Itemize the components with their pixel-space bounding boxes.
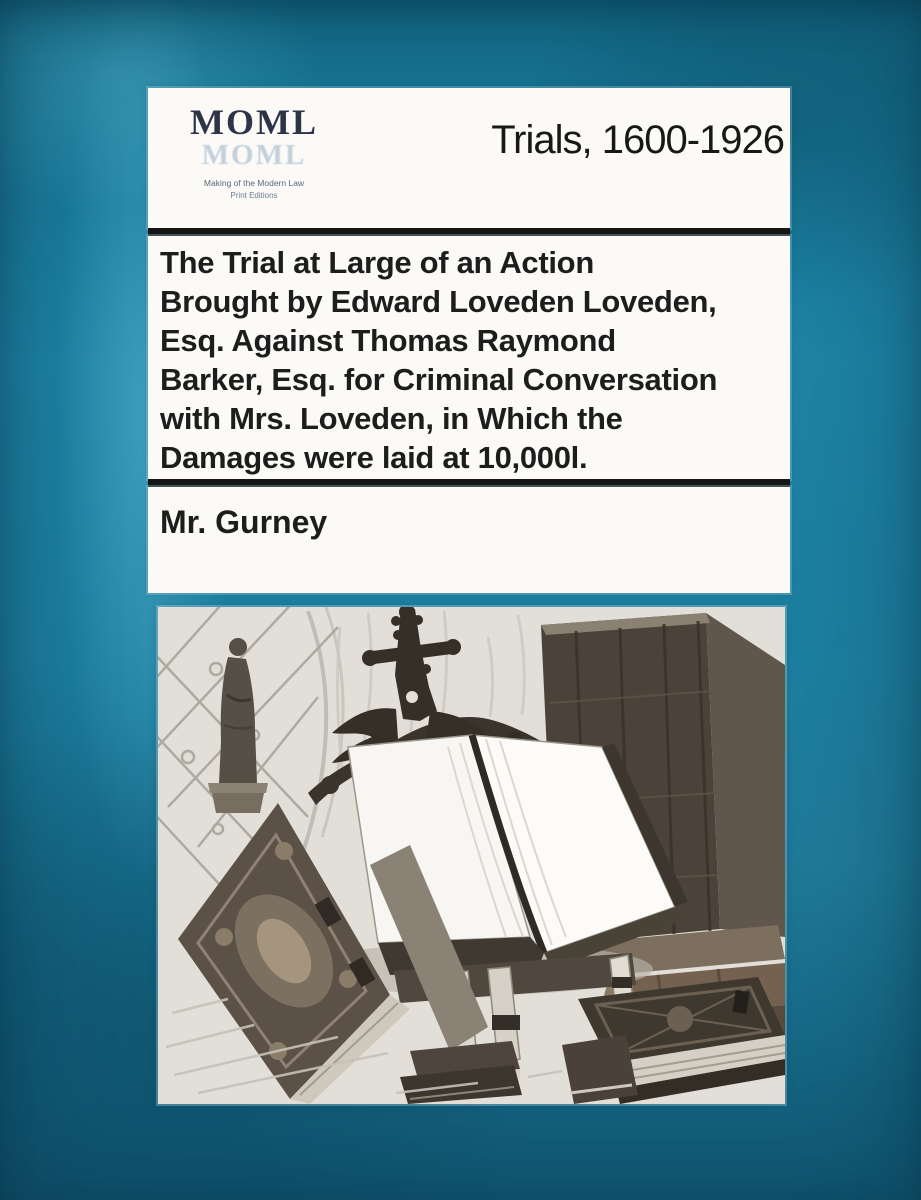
title-panel (148, 236, 790, 479)
series-title: Trials, 1600-1926 (491, 118, 784, 162)
moml-logo (174, 104, 334, 200)
book-title (148, 236, 790, 477)
divider-top (148, 228, 790, 236)
logo-acronym: MOML (190, 102, 318, 142)
header-panel (148, 88, 790, 228)
engraving-svg (158, 607, 785, 1104)
author-panel (148, 487, 790, 593)
divider-bottom (148, 479, 790, 487)
author-name: Mr. Gurney (160, 504, 328, 540)
title-line: Barker, Esq. for Criminal Conversation (160, 362, 718, 397)
title-line: Esq. Against Thomas Raymond (160, 323, 616, 358)
engraving-illustration (158, 607, 785, 1104)
title-line: Brought by Edward Loveden Loveden, (160, 284, 717, 319)
title-line: The Trial at Large of an Action (160, 245, 594, 280)
title-line: with Mrs. Loveden, in Which the (160, 401, 623, 436)
title-line: Damages were laid at 10,000l. (160, 440, 588, 475)
logo-tagline: Making of the Modern Law (203, 178, 305, 188)
logo-ghost-text: MOML (201, 139, 307, 171)
logo-edition: Print Editions (230, 191, 278, 200)
stacked-books (400, 1041, 522, 1104)
